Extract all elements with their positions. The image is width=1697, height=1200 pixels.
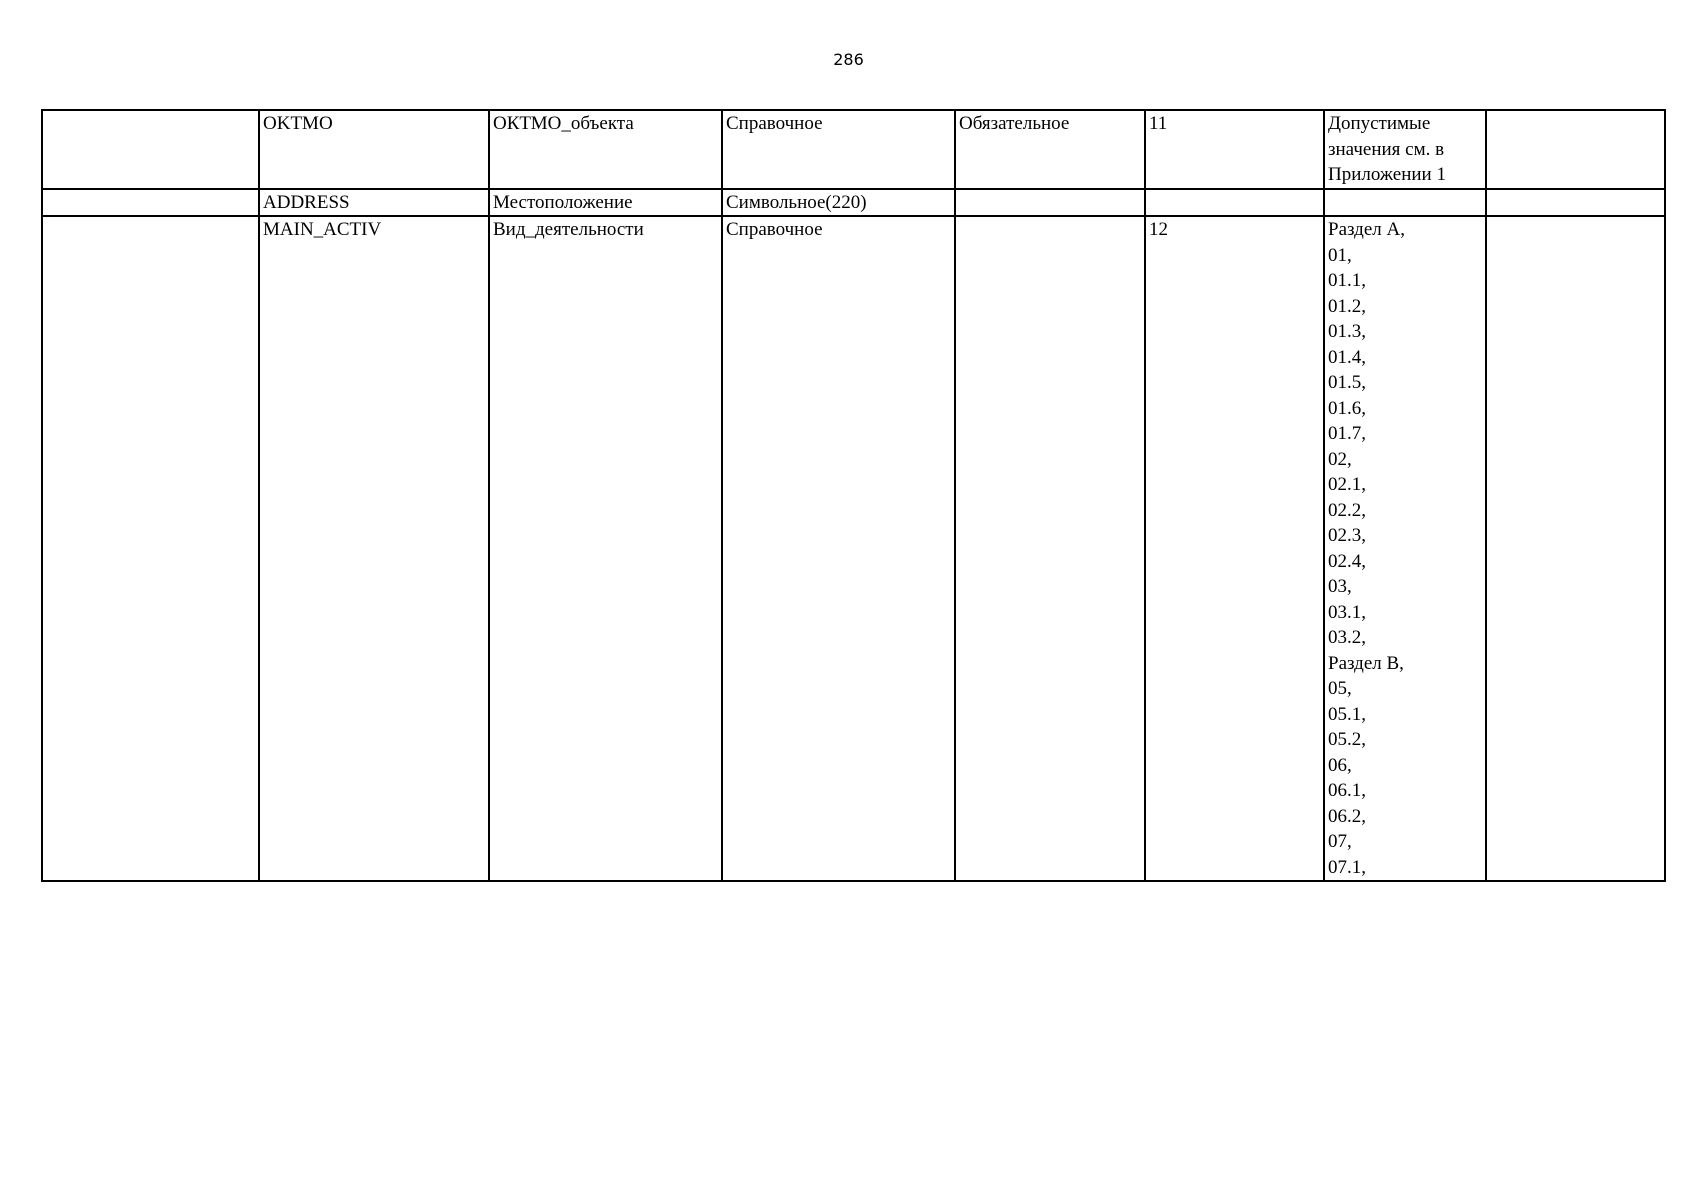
allowed-value: Раздел B, xyxy=(1328,652,1404,674)
row-number-cell xyxy=(42,216,259,881)
table-row xyxy=(42,216,1665,881)
allowed-value: 01.6, xyxy=(1328,397,1366,419)
allowed-value: 02, xyxy=(1328,448,1352,470)
field-code-cell: MAIN_ACTIV xyxy=(259,216,489,881)
note-cell xyxy=(1486,216,1665,881)
row-number-cell xyxy=(42,110,259,189)
allowed-value: 02.4, xyxy=(1328,550,1366,572)
allowed-value: 01.2, xyxy=(1328,295,1366,317)
table-row xyxy=(42,110,1665,189)
allowed-value: значения см. в xyxy=(1328,138,1445,160)
allowed-value: 02.3, xyxy=(1328,525,1366,546)
table-row xyxy=(42,189,1665,217)
field-name-cell: Местоположение xyxy=(489,189,722,217)
table-body xyxy=(42,110,1665,881)
allowed-value: 03, xyxy=(1328,576,1352,597)
allowed-value: 02.2, xyxy=(1328,499,1366,521)
allowed-value: 02.1, xyxy=(1328,474,1366,495)
allowed-value: 07, xyxy=(1328,831,1352,852)
index-cell xyxy=(1145,189,1324,217)
required-cell xyxy=(955,216,1145,881)
allowed-value: Раздел A, xyxy=(1328,219,1405,240)
allowed-values-cell xyxy=(1324,216,1486,881)
required-cell: Обязательное xyxy=(955,110,1145,189)
field-type-cell: Справочное xyxy=(722,216,955,881)
note-cell xyxy=(1486,110,1665,189)
index-cell: 11 xyxy=(1145,110,1324,189)
field-type-cell: Справочное xyxy=(722,110,955,189)
allowed-value: 06, xyxy=(1328,754,1352,776)
field-name-cell: Вид_деятельности xyxy=(489,216,722,881)
allowed-value: 05, xyxy=(1328,678,1352,699)
row-number-cell xyxy=(42,189,259,217)
allowed-value: 03.2, xyxy=(1328,627,1366,648)
allowed-value: 06.1, xyxy=(1328,780,1366,801)
field-code-cell: OKTMO xyxy=(259,110,489,189)
field-code-cell: ADDRESS xyxy=(259,189,489,217)
allowed-value: 01, xyxy=(1328,244,1352,266)
allowed-value: 01.5, xyxy=(1328,372,1366,393)
fields-table xyxy=(41,109,1666,882)
allowed-value: 06.2, xyxy=(1328,805,1366,827)
allowed-value: 01.3, xyxy=(1328,321,1366,342)
allowed-value: 01.1, xyxy=(1328,270,1366,291)
allowed-value: Допустимые xyxy=(1328,113,1431,134)
allowed-value: 07.1, xyxy=(1328,856,1366,878)
allowed-value: 03.1, xyxy=(1328,601,1366,623)
field-type-cell: Символьное(220) xyxy=(722,189,955,217)
allowed-value: 01.7, xyxy=(1328,423,1366,444)
allowed-values-cell xyxy=(1324,189,1486,217)
page-number: 286 xyxy=(833,50,864,69)
allowed-value: Приложении 1 xyxy=(1328,164,1446,185)
allowed-value: 05.2, xyxy=(1328,729,1366,750)
note-cell xyxy=(1486,189,1665,217)
required-cell xyxy=(955,189,1145,217)
allowed-value: 05.1, xyxy=(1328,703,1366,725)
allowed-value: 01.4, xyxy=(1328,346,1366,368)
field-name-cell: ОКТМО_объекта xyxy=(489,110,722,189)
allowed-values-cell xyxy=(1324,110,1486,189)
index-cell: 12 xyxy=(1145,216,1324,881)
